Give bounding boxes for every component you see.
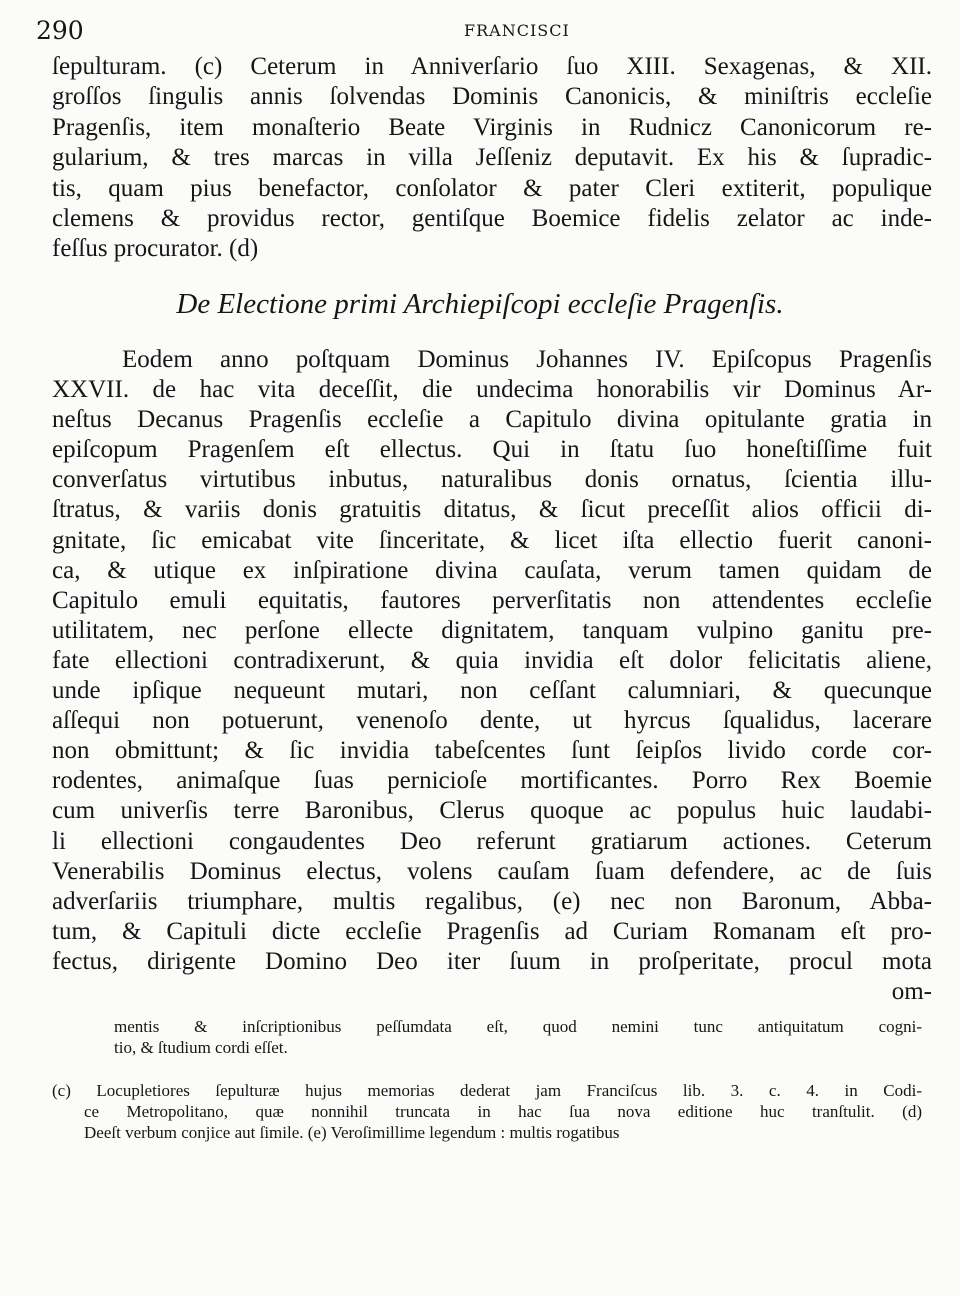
text-line: li ellectioni congaudentes Deo referunt gratiarum actiones. Ceterum: [52, 827, 932, 855]
text-line: Eodem anno poſtquam Dominus Johannes IV. Epiſcopus Pragenſis: [122, 346, 932, 373]
intro-paragraph: [52, 52, 932, 265]
section-heading: De Electione primi Archiepiſcopi eccleſie Pragenſis.: [176, 288, 784, 320]
text-line: neſtus Decanus Pragenſis eccleſie a Capitulo divina opitulante gratia in: [52, 406, 932, 434]
text-line: non obmittunt; & ſic invidia tabeſcentes ſunt ſeipſos livido corde cor-: [52, 737, 932, 765]
text-line: ſepulturam. (c) Ceterum in Anniverſario ſuo XIII. Sexagenas, & XII.: [52, 53, 932, 80]
text-line: Venerabilis Dominus electus, volens cauſam ſuam defendere, ac de ſuis: [52, 857, 932, 885]
text-line: cum univerſis terre Baronibus, Clerus quoque ac populus huic laudabi-: [52, 797, 932, 825]
text-line: fectus, dirigente Domino Deo iter ſuum in proſperitate, procul mota: [52, 947, 932, 975]
page-header: [36, 16, 896, 46]
text-line: epiſcopum Pragenſem eſt ellectus. Qui in ſtatu ſuo honeſtiſſime fuit: [52, 436, 932, 464]
page-number: 290: [36, 16, 84, 45]
catchword: om-: [891, 977, 932, 1005]
text-line: gularium, & tres marcas in villa Jeſſeniz deputavit. Ex his & ſupradic-: [52, 144, 932, 172]
text-line: ca, & utique ex inſpiratione divina cauſata, verum tamen quidam de: [52, 556, 932, 584]
text-line: Capitulo emuli equitatis, fautores perverſitatis non attendentes eccleſie: [52, 586, 932, 614]
footnote-line: ce Metropolitano, quæ nonnihil truncata in hac ſua nova editione huc tranſtulit. (d): [84, 1102, 922, 1121]
text-line: ſtratus, & variis donis gratuitis ditatus, & ſicut preceſſit alios officii di-: [52, 496, 932, 524]
footnotes: [52, 1080, 922, 1143]
text-line: clemens & providus rector, gentiſque Boemice fidelis zelator ac inde-: [52, 205, 932, 233]
text-line: adverſariis triumphare, multis regalibus, (e) nec non Baronum, Abba-: [52, 887, 932, 915]
footnote-line: mentis & inſcriptionibus peſſumdata eſt, quod nemini tunc antiquitatum cogni-: [114, 1017, 922, 1036]
text-line: aſſequi non potuerunt, venenoſo dente, ut hyrcus ſqualidus, lacerare: [52, 707, 932, 735]
text-line: Pragenſis, item monaſterio Beate Virginis in Rudnicz Canonicorum re-: [52, 113, 932, 141]
text-line: gnitate, ſic emicabat vite ſinceritate, & licet iſta ellectio fuerit canoni-: [52, 526, 932, 554]
text-line: XXVII. de hac vita deceſſit, die undecima honorabilis vir Dominus Ar-: [52, 376, 932, 404]
text-line: groſſos ſingulis annis ſolvendas Dominis Canonicis, & miniſtris eccleſie: [52, 83, 932, 111]
main-paragraph: [52, 345, 932, 1007]
text-line: fate ellectioni contradixerunt, & quia invidia eſt dolor felicitatis aliene,: [52, 646, 932, 674]
text-line: converſatus virtutibus inbutus, naturalibus donis ornatus, ſcientia illu-: [52, 466, 932, 494]
footnote-continuation: [52, 1016, 922, 1058]
footnote-line: tio, & ſtudium cordi eſſet.: [114, 1038, 288, 1057]
text-line: utilitatem, nec perſone ellecte dignitatem, tanquam vulpino ganitu pre-: [52, 616, 932, 644]
text-line: tis, quam pius benefactor, conſolator & pater Cleri extiterit, populique: [52, 174, 932, 202]
text-line: unde ipſique nequeunt mutari, non ceſſant calumniari, & quecunque: [52, 677, 932, 705]
text-line: feſſus procurator. (d): [52, 235, 259, 263]
text-line: tum, & Capituli dicte eccleſie Pragenſis ad Curiam Romanam eſt pro-: [52, 917, 932, 945]
footnote-line: Deeſt verbum conjice aut ſimile. (e) Veroſimillime legendum : multis rogatibus: [84, 1123, 620, 1142]
text-line: rodentes, animaſque ſuas pernicioſe mortificantes. Porro Rex Boemie: [52, 767, 932, 795]
running-head: FRANCISCI: [464, 21, 570, 40]
footnote-line: (c) Locupletiores ſepulturæ hujus memorias dederat jam Franciſcus lib. 3. c. 4. in Codi-: [52, 1081, 922, 1100]
